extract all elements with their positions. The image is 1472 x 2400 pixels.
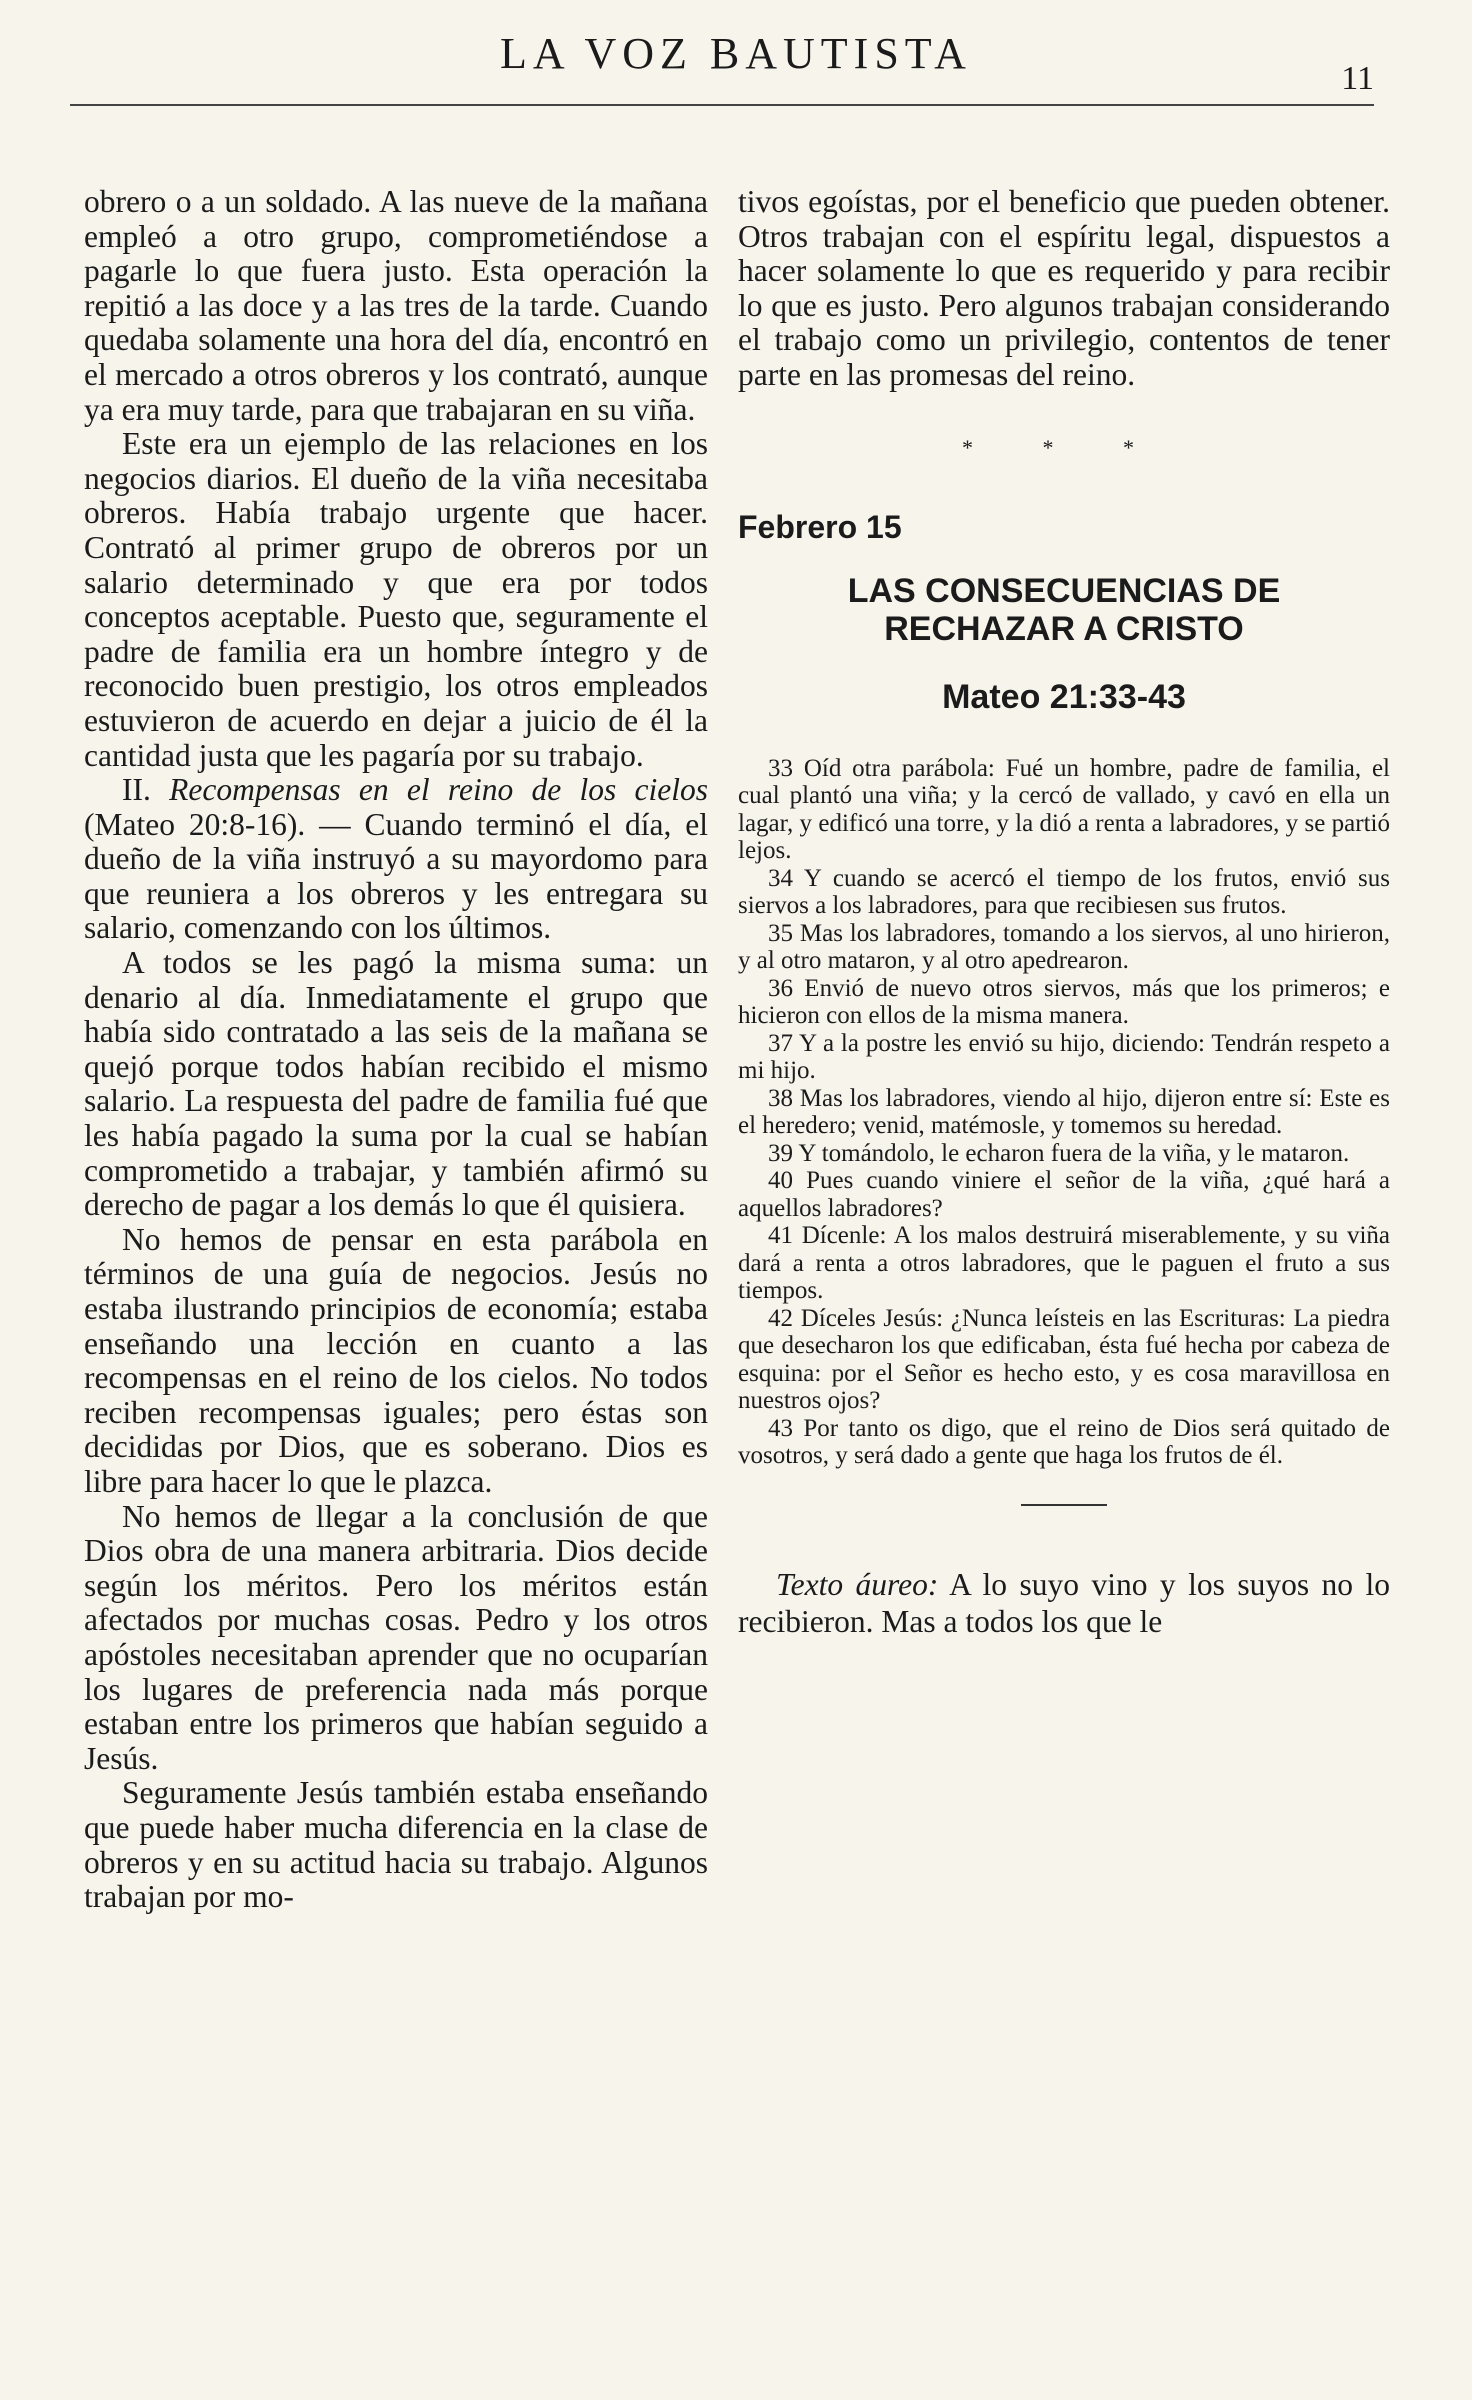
verse: 41 Dícenle: A los malos destruirá miserablemente, y su viña dará a renta a otros labradores, que le paguen el fruto a sus tiempos. bbox=[738, 1222, 1390, 1305]
lesson-title-line-1: LAS CONSECUENCIAS DE bbox=[847, 571, 1281, 610]
short-divider bbox=[1021, 1504, 1107, 1506]
left-paragraph-5: No hemos de pensar en esta parábola en términos de una guía de negocios. Jesús no estaba ilustrando principios de economía; estaba enseñando una lección en cuanto a las recompensas en el reino de los cielos. No todos reciben recompensas iguales; pero éstas son decididas por Dios, que es soberano. Dios es libre para hacer lo que le plazca. bbox=[84, 1221, 708, 1499]
left-paragraph-7: Seguramente Jesús también estaba enseñando que puede haber mucha diferencia en la clase de obreros y en su actitud hacia su trabajo. Algunos trabajan por mo- bbox=[84, 1775, 708, 1915]
verse: 42 Díceles Jesús: ¿Nunca leísteis en las Escrituras: La piedra que desecharon los que edificaban, ésta fué hecha por cabeza de esquina: por el Señor es hecho esto, y es cosa maravillosa en nuestros ojos? bbox=[738, 1304, 1390, 1415]
left-paragraph-3 bbox=[84, 773, 708, 946]
left-paragraph-1: obrero o a un soldado. A las nueve de la mañana empleó a otro grupo, comprometiéndose a pagarle lo que fuera justo. Esta operación la repitió a las doce y a las tres de la tarde. Cuando quedaba solamente una hora del día, encontró en el mercado a otros obreros y los contrató, aunque ya era muy tarde, para que trabajaran en su viña. bbox=[84, 184, 708, 427]
verse: 39 Y tomándolo, le echaron fuera de la viña, y le mataron. bbox=[768, 1139, 1350, 1167]
verse: 36 Envió de nuevo otros siervos, más que los primeros; e hicieron con ellos de la misma manera. bbox=[738, 974, 1390, 1030]
left-paragraph-4: A todos se les pagó la misma suma: un denario al día. Inmediatamente el grupo que había sido contratado a las seis de la mañana se quejó porque todos habían recibido el mismo salario. La respuesta del padre de familia fué que les había pagado la suma por la cual se habían comprometido a trabajar, y también afirmó su derecho de pagar a los demás lo que él quisiera. bbox=[84, 945, 708, 1223]
header-rule bbox=[70, 104, 1374, 106]
golden-text-label: Texto áureo: bbox=[776, 1566, 939, 1602]
verse: 40 Pues cuando viniere el señor de la viña, ¿qué hará a aquellos labradores? bbox=[738, 1167, 1390, 1222]
section-text: (Mateo 20:8-16). — Cuando terminó el día, el dueño de la viña instruyó a su mayordomo para que reuniera a los obreros y les entregara su salario, comenzando con los últimos. bbox=[84, 806, 708, 946]
right-column bbox=[738, 185, 1390, 2340]
section-number: II. bbox=[122, 772, 151, 808]
section-heading: Recompensas en el reino de los cielos bbox=[169, 772, 709, 808]
scripture-reference: Mateo 21:33-43 bbox=[942, 677, 1186, 716]
verse: 35 Mas los labradores, tomando a los siervos, al uno hirieron, y al otro mataron, y al otro apedrearon. bbox=[738, 919, 1390, 975]
right-paragraph-1: tivos egoístas, por el beneficio que pueden obtener. Otros trabajan con el espíritu legal, dispuestos a hacer solamente lo que es requerido y para recibir lo que es justo. Pero algunos trabajan considerando el trabajo como un privilegio, contentos de tener parte en las promesas del reino. bbox=[738, 184, 1390, 392]
page-number: 11 bbox=[1341, 60, 1374, 97]
verse: 34 Y cuando se acercó el tiempo de los frutos, envió sus siervos a los labradores, para que recibiesen sus frutos. bbox=[738, 864, 1390, 920]
verse: 37 Y a la postre les envió su hijo, diciendo: Tendrán respeto a mi hijo. bbox=[738, 1029, 1390, 1085]
section-separator: * * * bbox=[962, 434, 1166, 460]
lesson-title bbox=[738, 572, 1390, 648]
running-header-title: LA VOZ BAUTISTA bbox=[500, 29, 972, 78]
verse: 38 Mas los labradores, viendo al hijo, dijeron entre sí: Este es el heredero; venid, matémosle, y tomemos su heredad. bbox=[738, 1084, 1390, 1140]
left-column bbox=[84, 185, 708, 2340]
lesson-date: Febrero 15 bbox=[738, 508, 902, 545]
golden-text-body: A lo suyo vino y los suyos no lo recibieron. Mas a todos los que le bbox=[738, 1566, 1390, 1639]
left-paragraph-6: No hemos de llegar a la conclusión de que Dios obra de una manera arbitraria. Dios decide según los méritos. Pero los méritos están afectados por muchas cosas. Pedro y los otros apóstoles necesitaban aprender que no ocuparían los lugares de preferencia nada más porque estaban entre los primeros que habían seguido a Jesús. bbox=[84, 1498, 708, 1776]
verse: 43 Por tanto os digo, que el reino de Dios será quitado de vosotros, y será dado a gente que haga los frutos de él. bbox=[738, 1414, 1390, 1470]
golden-text bbox=[738, 1566, 1390, 1640]
lesson-title-line-2: RECHAZAR A CRISTO bbox=[884, 609, 1244, 648]
verse: 33 Oíd otra parábola: Fué un hombre, padre de familia, el cual plantó una viña; y la cercó de vallado, y cavó en ella un lagar, y edificó una torre, y la dió a renta a labradores, y se partió lejos. bbox=[738, 754, 1390, 865]
left-paragraph-2: Este era un ejemplo de las relaciones en los negocios diarios. El dueño de la viña necesitaba obreros. Había trabajo urgente que hacer. Contrató al primer grupo de obreros por un salario determinado y que era por todos conceptos aceptable. Puesto que, seguramente el padre de familia era un hombre íntegro y de reconocido buen prestigio, los otros empleados estuvieron de acuerdo en dejar a juicio de él la cantidad justa que les pagaría por su trabajo. bbox=[84, 426, 708, 773]
